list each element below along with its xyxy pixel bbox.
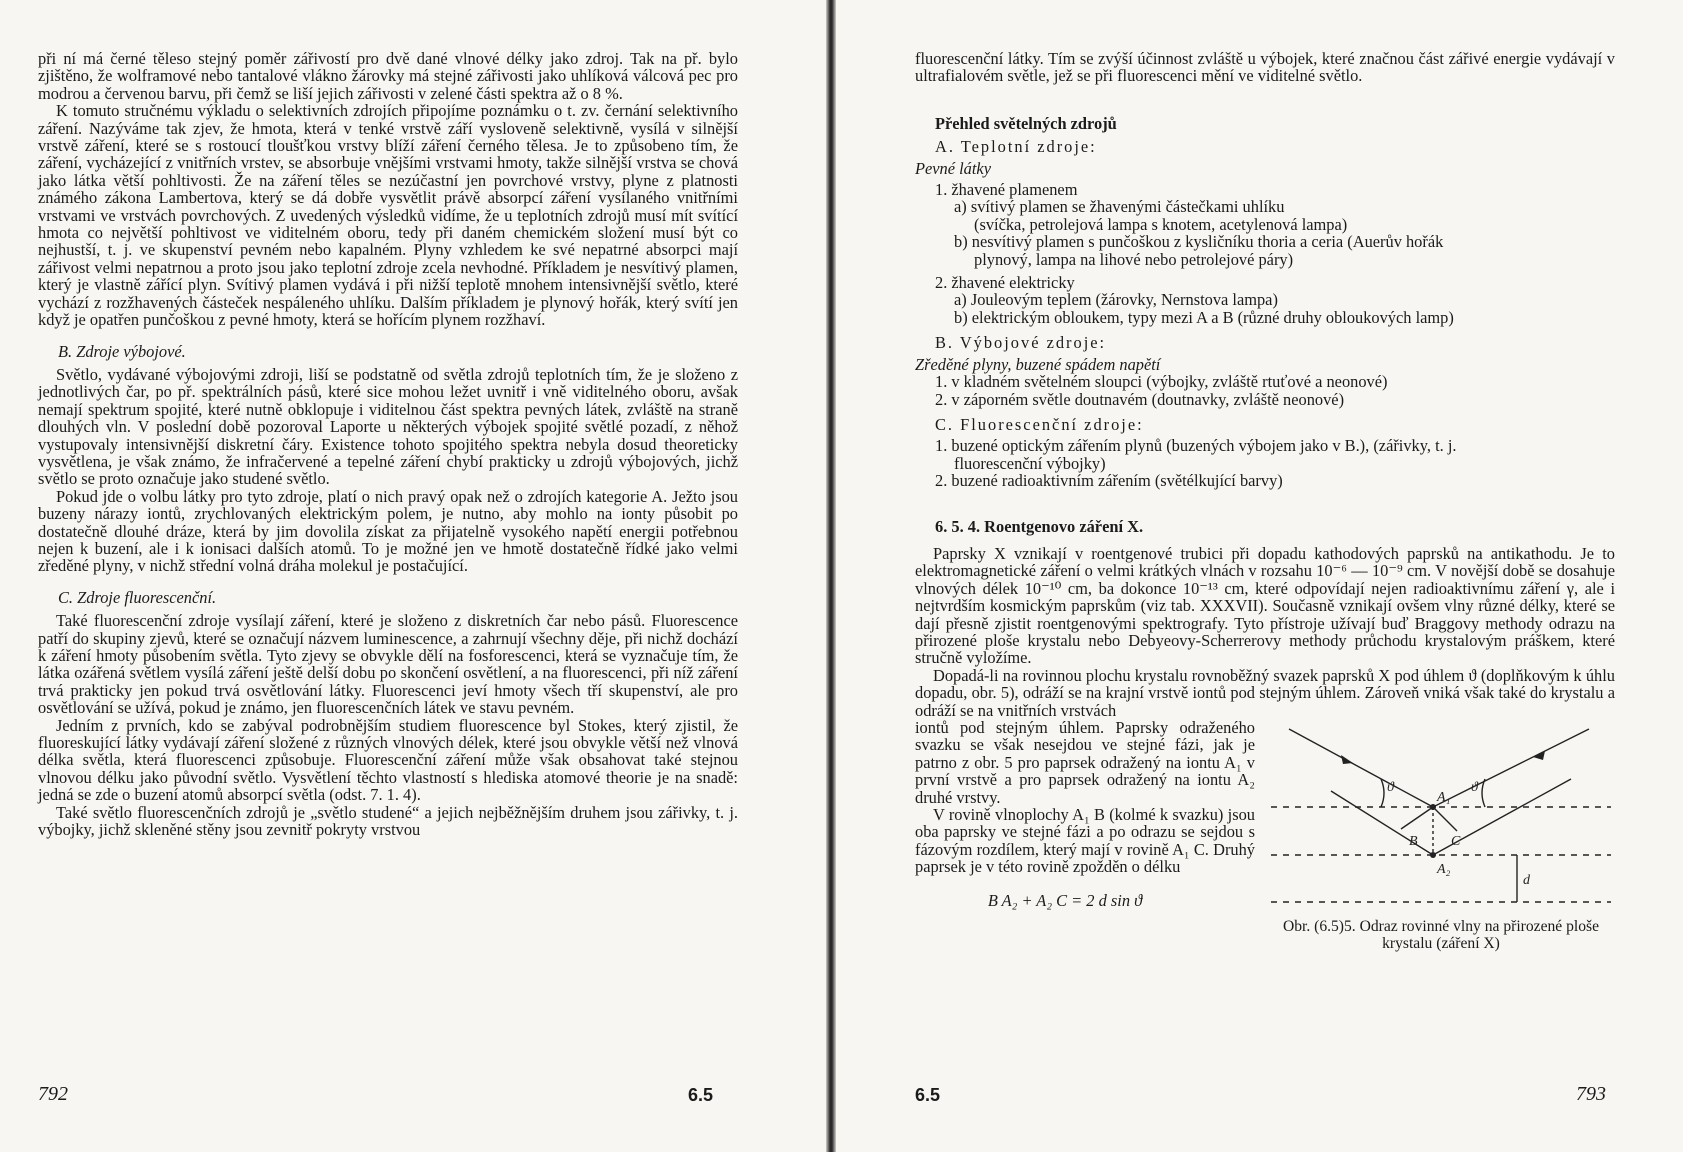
list-item: 2. buzené radioaktivním zářením (světélkující barvy) <box>935 471 1283 491</box>
incident-ray <box>1331 791 1433 855</box>
fig-label-c: C <box>1451 834 1461 849</box>
figure <box>1267 719 1615 952</box>
list-item: a) Jouleovým teplem (žárovky, Nernstova lampa) <box>954 290 1278 310</box>
list-item: plynový, lampa na lihové nebo petrolejové páry) <box>974 249 1294 269</box>
paragraph: Světlo, vydávané výbojovými zdroji, liší se podstatně od světla zdrojů teplotních tím, že je složeno z jednotlivých čar, po př. spektrálních pásů, které sice mohou ležet uvnitř i vně viditelného oboru, avšak nemají spektrum spojité, které nutně obklopuje i viditelnou část spektra pevných látek, zvláště na straně dlouhých vln. V poslední době pozoroval Laporte u některých výbojek spojité světlé pozadí, z něhož vystupovaly intensivnější diskretní čáry. Existence tohoto spojitého spektra nebyla dosud theoreticky vysvětlena, je však známo, že infračervené a tepelné záření chybí prakticky u zdrojů výbojových, jichž světlo se proto označuje jako studené světlo. <box>38 364 738 489</box>
paragraph: při ní má černé těleso stejný poměr zářivostí pro dvě dané vlnové délky jako zdroj. Tak na př. bylo zjištěno, že wolframové nebo tantalové vlákno žárovky má stejné zářivosti jako uhlíková válcová pec pro modrou a červenou barvu, při čemž se liší jejich zářivosti v zelené části spektra až o 8 %. <box>38 49 738 103</box>
list-item: fluorescenční výbojky) <box>954 453 1106 473</box>
angle-arc <box>1482 779 1485 807</box>
arrow-head-icon <box>1341 755 1353 764</box>
fig-label-theta: ϑ <box>1471 780 1478 795</box>
fig-label-a1: A₁ <box>1437 790 1451 805</box>
incident-ray <box>1289 729 1433 807</box>
wavefront-line <box>1401 807 1433 829</box>
list-item: 1. buzené optickým zářením plynů (buzených výbojem jako v B.), (zářivky, t. j. <box>935 436 1457 456</box>
section-title: 6. 5. 4. Roentgenovo záření X. <box>935 516 1144 536</box>
right-page <box>836 0 1683 1152</box>
fig-label-a2: A₂ <box>1437 862 1451 877</box>
left-column <box>38 50 738 838</box>
figure-side-text <box>915 719 1255 952</box>
fig-label-d: d <box>1523 873 1530 888</box>
formula: B A₂ + A₂ C = 2 d sin ϑ <box>987 890 1143 910</box>
paragraph: fluorescenční látky. Tím se zvýší účinnost zvláště u výbojek, které značnou část zářivé energie vydávají v ultrafialovém světle, jež se při fluorescenci mění ve viditelné světlo. <box>915 49 1615 86</box>
list-item: 2. v záporném světle doutnavém (doutnavky, zvláště neonové) <box>935 389 1345 409</box>
text-with-figure <box>915 719 1615 952</box>
fig-label-b: B <box>1409 834 1418 849</box>
list-item: 2. žhavené elektricky <box>935 273 1075 293</box>
paragraph: Paprsky X vznikají v roentgenové trubici při dopadu kathodových paprsků na antikathodu. Je to elektromagnetické záření o velmi krátkých vlnách v rozsahu 10⁻⁶ — 10⁻⁹ cm. V novější době se dosahuje vlnových délek 10⁻¹⁰ cm, ba dokonce 10⁻¹³ cm, které odpovídají nejen radioaktivnímu záření γ, ale i nejtvrdším kosmickým paprskům (viz tab. XXXVII). Současně vznikají ovšem vlny různé délky, které se dají přesně zjistit roentgenovými spektrografy. Tyto přístroje užívají buď Braggovy methody odrazu na přirozené ploše krystalu nebo Debyeovy-Scherrerovy methody průchodu krystalovým práškem, které stručně vyložíme. <box>915 543 1615 668</box>
ion-dot-icon <box>1430 804 1436 810</box>
paragraph: Pokud jde o volbu látky pro tyto zdroje, platí o nich pravý opak než o zdrojích kategorie A. Ježto jsou buzeny nárazy iontů, zrychlovaných elektrickým polem, je nutno, aby mohlo na ionty působit po dostatečně dlouhé dráze, která by jim dovolila získat za přijatelně vysokého napětí energii potřebnou nejen k buzení, ale i k ionisaci dalších atomů. To je možné jen ve hmotě dostatečně řídké jako velmi zředěné plyny, v nichž střední volná dráha molekul je postačující. <box>38 486 738 576</box>
angle-arc <box>1381 779 1384 807</box>
category-c: C. Fluorescenční zdroje: <box>935 414 1144 434</box>
crystal-reflection-diagram <box>1271 719 1611 909</box>
category-a-sub: Pevné látky <box>915 158 991 178</box>
paragraph: Jedním z prvních, kdo se zabýval podrobnějším studiem fluorescence byl Stokes, který zjistil, že fluoreskující látky vydávají záření složené z různých vlnových délek, které jsou obvykle větší než vlnová délka světla, která fluorescenci způsobuje. Fluorescenční záření může však obsahovat také stejnou vlnovou délku jako původní světlo. Vysvětlení těchto vlastností s hlediska atomové theorie je na snadě: jedná se zde o buzení atomů absorpcí světla (odst. 7. 1. 4). <box>38 715 738 805</box>
paragraph: K tomuto stručnému výkladu o selektivních zdrojích připojíme poznámku o t. zv. černání selektivního záření. Nazýváme tak zjev, že hmota, která v tenké vrstvě září vysloveně selektivně, vysílá v silnější vrstvě záření, které se s rostoucí tloušťkou vrstvy blíží záření černého tělesa. Je to způsobeno tím, že záření, vycházející z vnitřních vrstev, se absorbuje vnějšími vrstvami hmoty, takže silnější vrstva se chová jako látka větší pohltivosti. Že na záření těles se nezúčastní jen povrchové vrstvy, plyne z platnosti známého zákona Lambertova, který se dá dobře vysvětlit právě absorpcí záření vysílaného vnitřními vrstvami ve vrstvách povrchových. Z uvedených výsledků vidíme, že u teplotních zdrojů musí mít svítící hmota co největší pohltivost ve viditelném oboru, tedy při daném chemickém složení musí být co nejhustší, t. j. ve skupenství pevném nebo kapalném. Plyny vzhledem ke své nepatrné absorpci mají zářivost velmi nepatrnou a proto jsou jako teplotní zdroje zcela nevhodné. Příkladem je nesvítivý plamen, který je vlastně zářící plyn. Svítivý plamen vydává i při nižší teplotě mnohem intensivnější světlo, které vychází z rozžhavených částeček nespáleného uhlíku. Dalším příkladem je plynový hořák, který svítí jen když je opatřen punčoškou z pevné hmoty, která se hořícím plynem rozžhaví. <box>38 101 738 330</box>
paragraph: Také světlo fluorescenčních zdrojů je „světlo studené“ a jejich nejběžnějším druhem jsou zářivky, t. j. výbojky, jichž skleněné stěny jsou zevnitř pokryty vrstvou <box>38 802 738 840</box>
page-number: 793 <box>1576 1083 1606 1105</box>
paragraph: iontů pod stejným úhlem. Paprsky odraženého svazku se však nesejdou ve stejné fázi, jak je patrno z obr. 5 pro paprsek odražený na iontu A₁ v první vrstvě a pro paprsek odražený na iontu A₂ druhé vrstvy. <box>915 718 1255 807</box>
category-a: A. Teplotní zdroje: <box>935 137 1097 157</box>
overview-title: Přehled světelných zdrojů <box>935 113 1117 133</box>
right-column <box>915 50 1615 952</box>
list-item: a) svítivý plamen se žhavenými částečkami uhlíku <box>954 197 1285 217</box>
paragraph: Také fluorescenční zdroje vysílají záření, které je složeno z diskretních čar nebo pásů. Fluorescence patří do skupiny zjevů, které se označují názvem luminescence, a zahrnují všechny děje, při nichž dochází k záření hmoty působením světla. Tyto zjevy se obvykle dělí na fosforescenci, která se vyznačuje tím, že látka ozářená světlem vysílá záření ještě delší dobu po skončení osvětlení, a na fluorescenci, při níž záření trvá prakticky jen pokud trvá osvětlování látky. Fluorescenci jeví hmoty všech tří skupenství, ale pro osvětlování se užívá, pokud je známo, jen fluorescenčních látek ve stavu pevném. <box>38 611 738 718</box>
page-number: 792 <box>38 1083 68 1105</box>
list-item: b) nesvítivý plamen s punčoškou z kysličníku thoria a ceria (Auerův hořák <box>954 232 1444 252</box>
section-marker: 6.5 <box>688 1085 714 1105</box>
list-item: 1. v kladném světelném sloupci (výbojky, zvláště rtuťové a neonové) <box>935 372 1388 392</box>
category-b: B. Výbojové zdroje: <box>935 333 1107 353</box>
section-marker: 6.5 <box>915 1085 941 1105</box>
fig-label-theta: ϑ <box>1387 780 1394 795</box>
wavefront-line <box>1433 807 1457 831</box>
left-page <box>0 0 826 1152</box>
list-item: (svíčka, petrolejová lampa s knotem, acetylenová lampa) <box>974 214 1348 234</box>
paragraph: Dopadá-li na rovinnou plochu krystalu rovnoběžný svazek paprsků X pod úhlem ϑ (doplňkovým k úhlu dopadu, obr. 5), odráží se na krajní vrstvě iontů pod stejným úhlem. Zároveň vniká však také do krystalu a odráží se na vnitřních vrstvách <box>915 665 1615 720</box>
category-b-sub: Zředěné plyny, buzené spádem napětí <box>915 354 1161 374</box>
paragraph: V rovině vlnoplochy A₁ B (kolmé k svazku) jsou oba paprsky ve stejné fázi a po odrazu se sejdou s fázovým rozdílem, který mají v rovině A₁ C. Druhý paprsek je v této rovině zpožděn o délku <box>915 805 1255 877</box>
subheading-b: B. Zdroje výbojové. <box>58 341 186 361</box>
subheading-c: C. Zdroje fluorescenční. <box>58 587 217 607</box>
figure-caption: Obr. (6.5)5. Odraz rovinné vlny na přirozené ploše krystalu (záření X) <box>1282 918 1600 953</box>
reflected-ray <box>1433 729 1589 807</box>
ion-dot-icon <box>1430 852 1436 858</box>
list-item: b) elektrickým obloukem, typy mezi A a B (různé druhy obloukových lamp) <box>954 307 1454 327</box>
list-item: 1. žhavené plamenem <box>935 180 1078 200</box>
book-gutter <box>826 0 836 1152</box>
